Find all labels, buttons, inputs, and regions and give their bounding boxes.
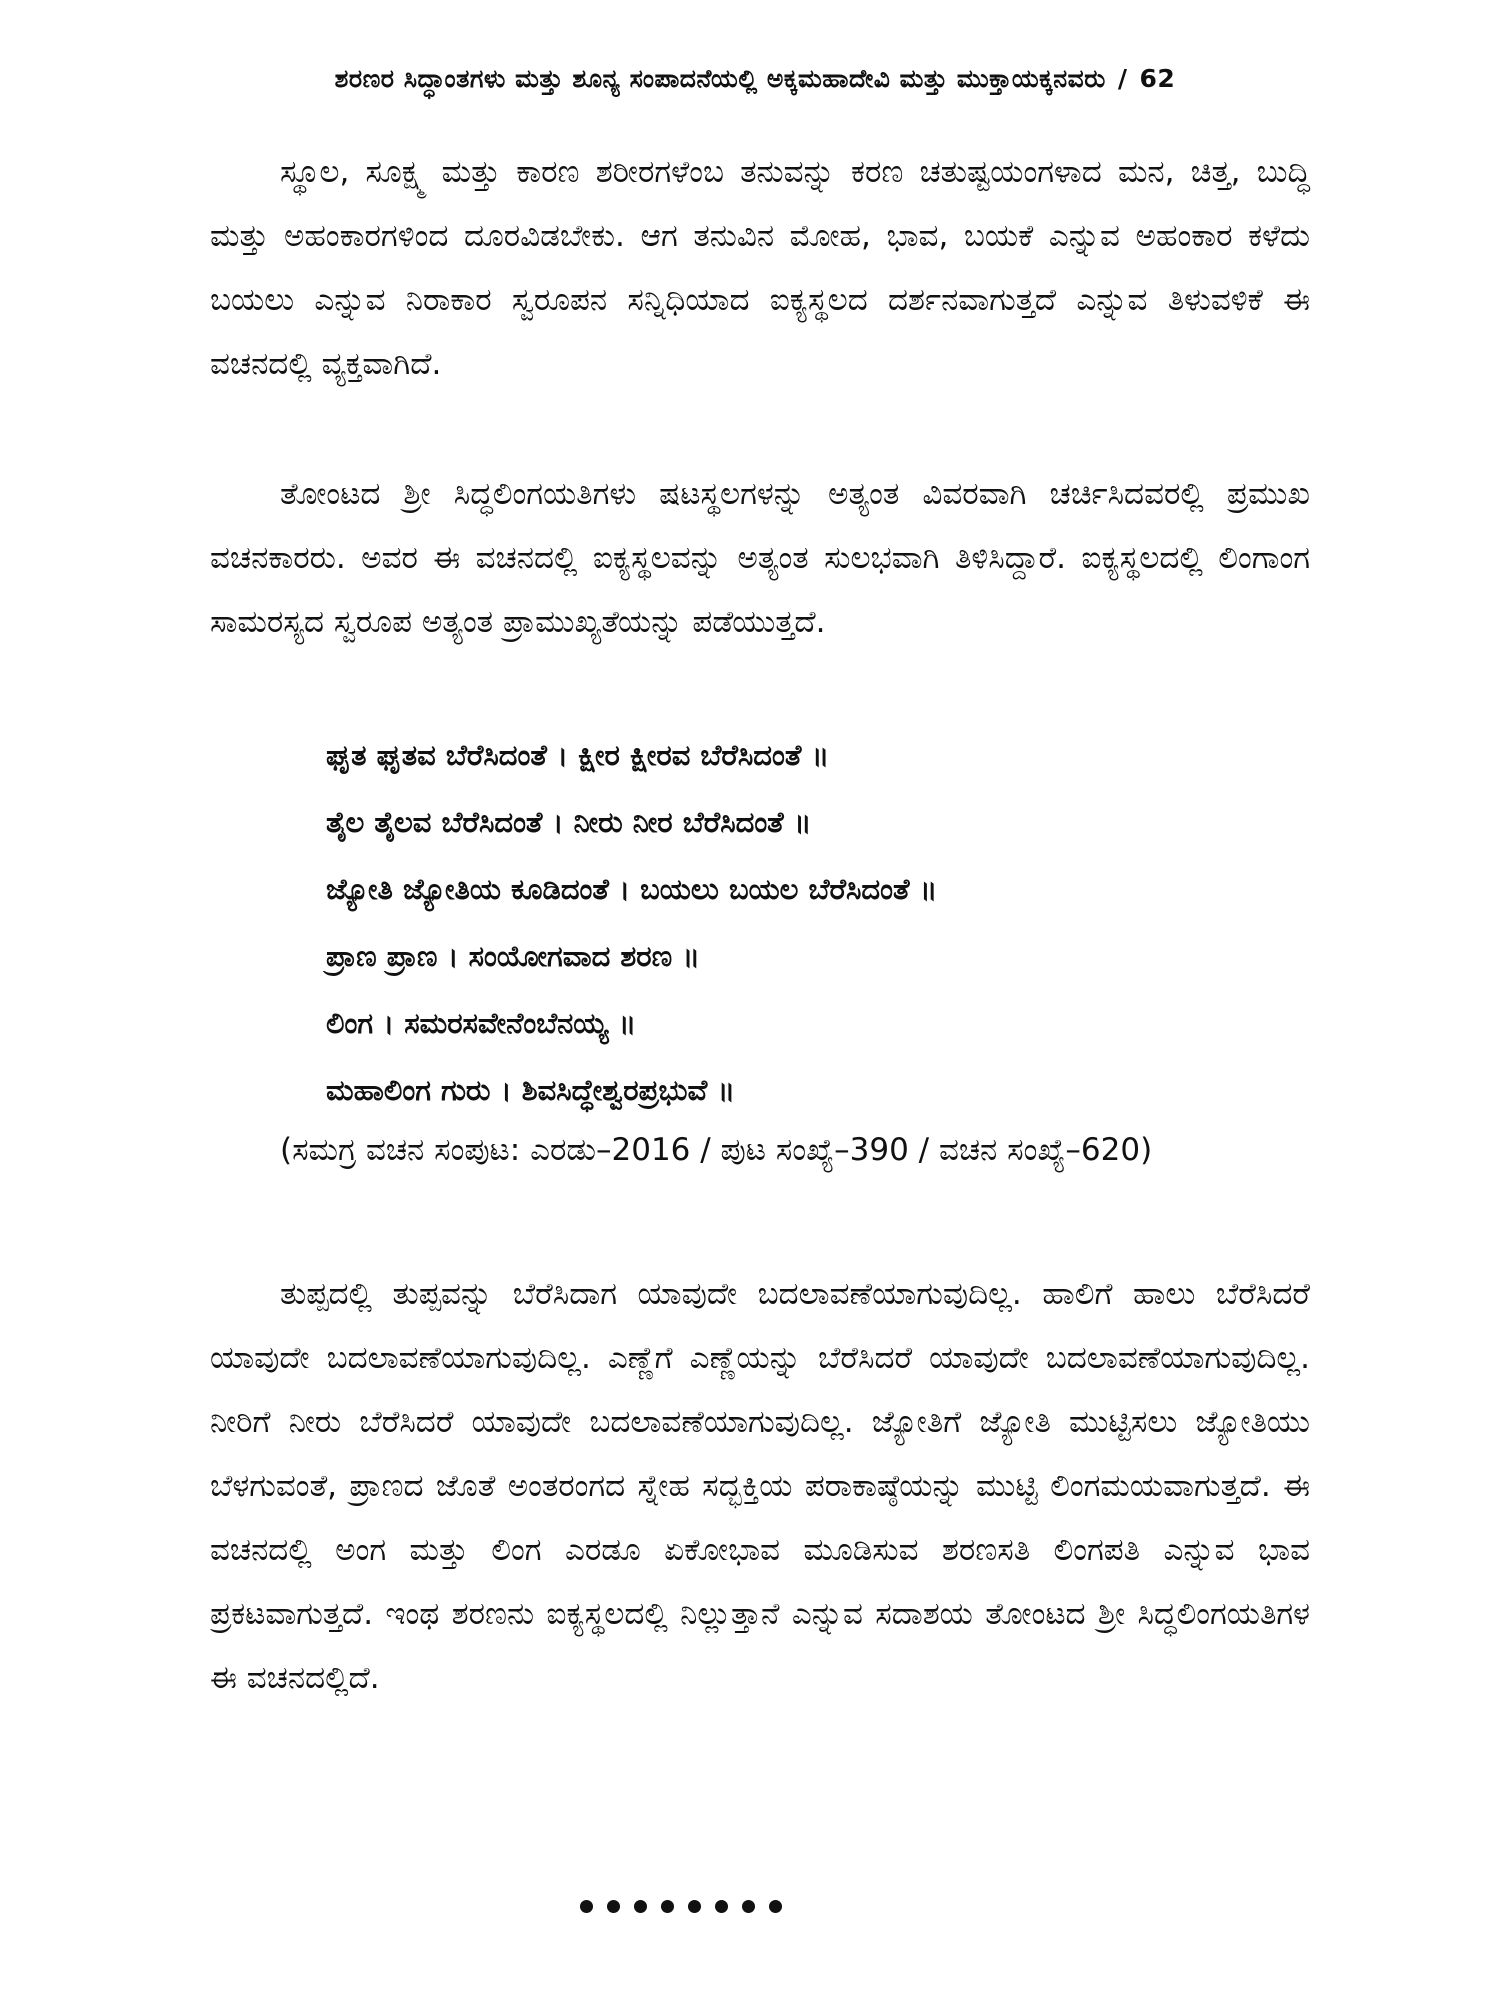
ornament-dot	[607, 1900, 620, 1913]
ornament-dot	[742, 1900, 755, 1913]
paragraph-3: ತುಪ್ಪದಲ್ಲಿ ತುಪ್ಪವನ್ನು ಬೆರೆಸಿದಾಗ ಯಾವುದೇ ಬದಲಾವಣೆಯಾಗುವುದಿಲ್ಲ. ಹಾಲಿಗೆ ಹಾಲು ಬೆರೆಸಿದರೆ ಯಾವುದೇ ಬದಲಾವಣೆಯಾಗುವುದಿಲ್ಲ. ಎಣ್ಣೆಗೆ ಎಣ್ಣೆಯನ್ನು ಬೆರೆಸಿದರೆ ಯಾವುದೇ ಬದಲಾವಣೆಯಾಗುವುದಿಲ್ಲ. ನೀರಿಗೆ ನೀರು ಬೆರೆಸಿದರೆ ಯಾವುದೇ ಬದಲಾವಣೆಯಾಗುವುದಿಲ್ಲ. ಜ್ಯೋತಿಗೆ ಜ್ಯೋತಿ ಮುಟ್ಟಿಸಲು ಜ್ಯೋತಿಯು ಬೆಳಗುವಂತೆ, ಪ್ರಾಣದ ಜೊತೆ ಅಂತರಂಗದ ಸ್ನೇಹ ಸದ್ಭಕ್ತಿಯ ಪರಾಕಾಷ್ಠೆಯನ್ನು ಮುಟ್ಟಿ ಲಿಂಗಮಯವಾಗುತ್ತದೆ. ಈ ವಚನದಲ್ಲಿ ಅಂಗ ಮತ್ತು ಲಿಂಗ ಎರಡೂ ಏಕೋಭಾವ ಮೂಡಿಸುವ ಶರಣಸತಿ ಲಿಂಗಪತಿ ಎನ್ನುವ ಭಾವ ಪ್ರಕಟವಾಗುತ್ತದೆ. ಇಂಥ ಶರಣನು ಐಕ್ಯಸ್ಥಲದಲ್ಲಿ ನಿಲ್ಲುತ್ತಾನೆ ಎನ್ನುವ ಸದಾಶಯ ತೋಂಟದ ಶ್ರೀ ಸಿದ್ಧಲಿಂಗಯತಿಗಳ ಈ ವಚನದಲ್ಲಿದೆ.	[210, 1276, 1310, 1696]
verse-line: ಲಿಂಗ । ಸಮರಸವೇನೆಂಬೆನಯ್ಯ ॥	[326, 1006, 637, 1040]
verse-line: ಮಹಾಲಿಂಗ ಗುರು । ಶಿವಸಿದ್ಧೇಶ್ವರಪ್ರಭುವೆ ॥	[326, 1073, 736, 1107]
citation: (ಸಮಗ್ರ ವಚನ ಸಂಪುಟ: ಎರಡು–2016 / ಪುಟ ಸಂಖ್ಯೆ–390 / ವಚನ ಸಂಖ್ಯೆ–620)	[280, 1132, 1153, 1168]
header-separator: /	[1117, 64, 1128, 93]
verse-line: ಜ್ಯೋತಿ ಜ್ಯೋತಿಯ ಕೂಡಿದಂತೆ । ಬಯಲು ಬಯಲ ಬೆರೆಸಿದಂತೆ ॥	[326, 872, 938, 906]
running-header	[190, 64, 1320, 94]
verse-line: ಘೃತ ಘೃತವ ಬೆರೆಸಿದಂತೆ । ಕ್ಷೀರ ಕ್ಷೀರವ ಬೆರೆಸಿದಂತೆ ॥	[326, 738, 830, 772]
ornament-dot	[661, 1900, 674, 1913]
verse-line: ಪ್ರಾಣ ಪ್ರಾಣ । ಸಂಯೋಗವಾದ ಶರಣ ॥	[326, 939, 700, 973]
ornament-dot	[580, 1900, 593, 1913]
ornament-dot	[688, 1900, 701, 1913]
header-title: ಶರಣರ ಸಿದ್ಧಾಂತಗಳು ಮತ್ತು ಶೂನ್ಯ ಸಂಪಾದನೆಯಲ್ಲಿ ಅಕ್ಕಮಹಾದೇವಿ ಮತ್ತು ಮುಕ್ತಾಯಕ್ಕನವರು	[334, 64, 1106, 93]
paragraph-2: ತೋಂಟದ ಶ್ರೀ ಸಿದ್ಧಲಿಂಗಯತಿಗಳು ಷಟಸ್ಥಲಗಳನ್ನು ಅತ್ಯಂತ ವಿವರವಾಗಿ ಚರ್ಚಿಸಿದವರಲ್ಲಿ ಪ್ರಮುಖ ವಚನಕಾರರು. ಅವರ ಈ ವಚನದಲ್ಲಿ ಐಕ್ಯಸ್ಥಲವನ್ನು ಅತ್ಯಂತ ಸುಲಭವಾಗಿ ತಿಳಿಸಿದ್ದಾರೆ. ಐಕ್ಯಸ್ಥಲದಲ್ಲಿ ಲಿಂಗಾಂಗ ಸಾಮರಸ್ಯದ ಸ್ವರೂಪ ಅತ್ಯಂತ ಪ್ರಾಮುಖ್ಯತೆಯನ್ನು ಪಡೆಯುತ್ತದೆ.	[210, 476, 1310, 640]
ornament-dot	[769, 1900, 782, 1913]
page-number: 62	[1139, 64, 1176, 93]
vachana-verse-block	[326, 722, 1226, 1124]
footer-ornament	[580, 1900, 840, 1913]
ornament-dot	[715, 1900, 728, 1913]
ornament-dot	[634, 1900, 647, 1913]
paragraph-1: ಸ್ಥೂಲ, ಸೂಕ್ಷ್ಮ ಮತ್ತು ಕಾರಣ ಶರೀರಗಳೆಂಬ ತನುವನ್ನು ಕರಣ ಚತುಷ್ಟಯಂಗಳಾದ ಮನ, ಚಿತ್ತ, ಬುದ್ಧಿ ಮತ್ತು ಅಹಂಕಾರಗಳಿಂದ ದೂರವಿಡಬೇಕು. ಆಗ ತನುವಿನ ಮೋಹ, ಭಾವ, ಬಯಕೆ ಎನ್ನುವ ಅಹಂಕಾರ ಕಳೆದು ಬಯಲು ಎನ್ನುವ ನಿರಾಕಾರ ಸ್ವರೂಪನ ಸನ್ನಿಧಿಯಾದ ಐಕ್ಯಸ್ಥಲದ ದರ್ಶನವಾಗುತ್ತದೆ ಎನ್ನುವ ತಿಳುವಳಿಕೆ ಈ ವಚನದಲ್ಲಿ ವ್ಯಕ್ತವಾಗಿದೆ.	[210, 154, 1310, 382]
verse-line: ತೈಲ ತೈಲವ ಬೆರೆಸಿದಂತೆ । ನೀರು ನೀರ ಬೆರೆಸಿದಂತೆ ॥	[326, 805, 812, 839]
